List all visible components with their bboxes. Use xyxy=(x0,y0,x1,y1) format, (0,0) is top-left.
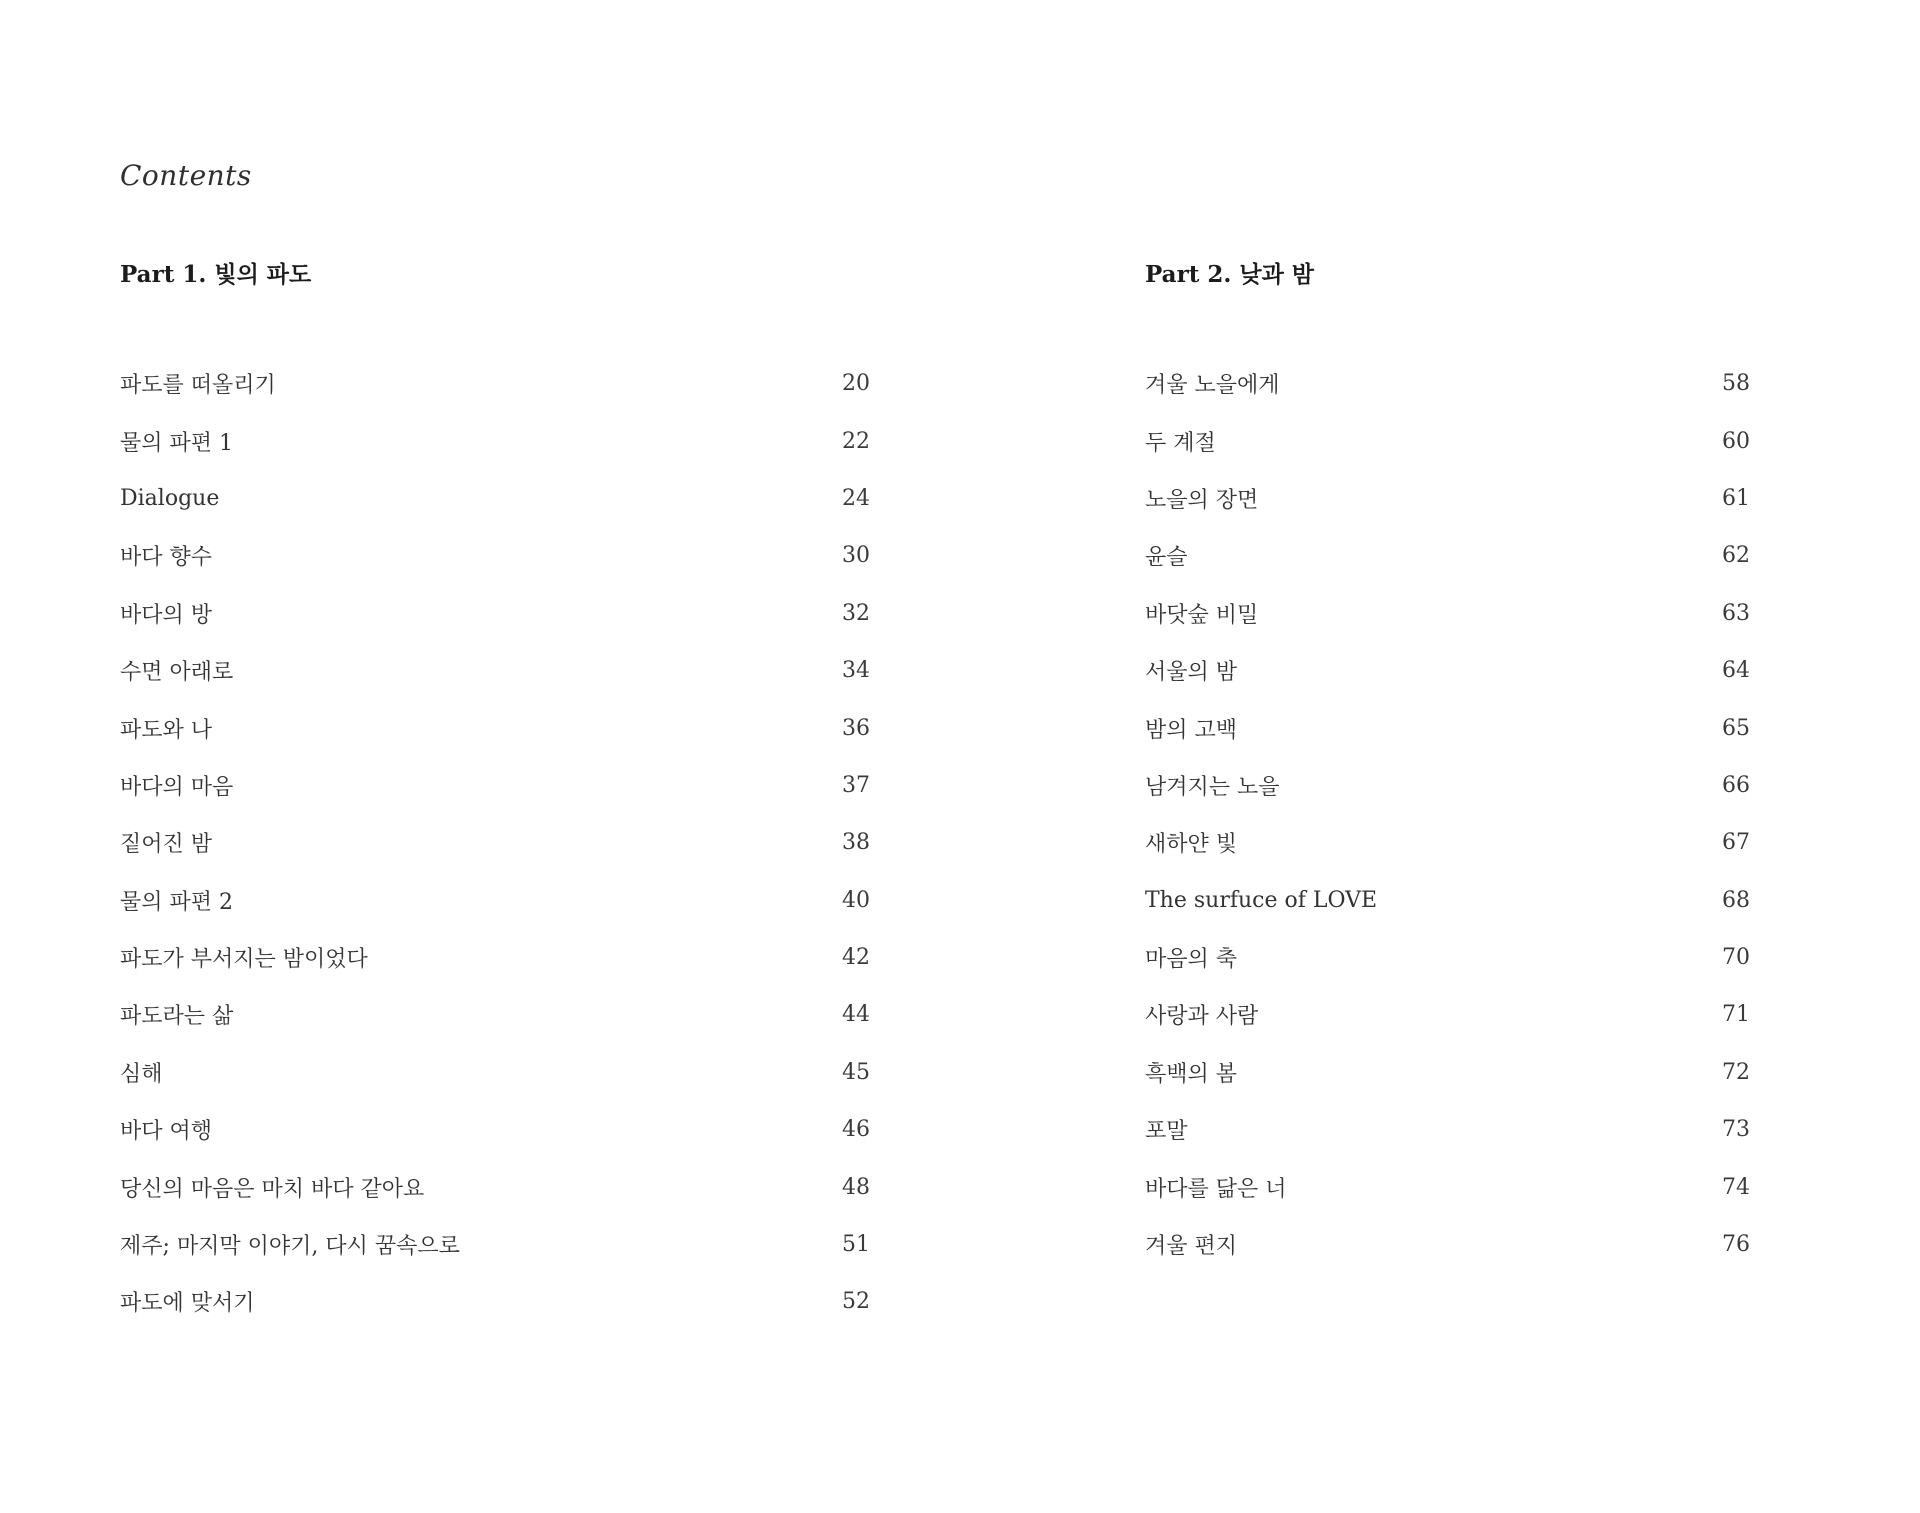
toc-entry-page-number: 38 xyxy=(842,830,870,856)
toc-entry-title: 바닷숲 비밀 xyxy=(1145,602,1259,628)
toc-entry xyxy=(1145,527,1750,584)
toc-entry xyxy=(120,470,870,527)
toc-entry-title: 새하얀 빛 xyxy=(1145,832,1238,858)
toc-entry-title: 짙어진 밤 xyxy=(120,832,213,858)
toc-entry-page-number: 71 xyxy=(1722,1002,1750,1028)
toc-entry xyxy=(1145,757,1750,814)
toc-entry-title: 겨울 노을에게 xyxy=(1145,373,1280,399)
toc-entry-page-number: 52 xyxy=(842,1289,870,1315)
part-2-heading: Part 2. 낮과 밤 xyxy=(1145,261,1315,288)
toc-entry-title: 파도라는 삶 xyxy=(120,1004,234,1030)
toc-entry-page-number: 58 xyxy=(1722,371,1750,397)
toc-entry-page-number: 60 xyxy=(1722,428,1750,454)
part-1-section xyxy=(120,255,870,1317)
toc-entry-page-number: 36 xyxy=(842,715,870,741)
toc-entry-page-number: 22 xyxy=(842,428,870,454)
toc-entry-page-number: 40 xyxy=(842,887,870,913)
toc-entry-title: 서울의 밤 xyxy=(1145,660,1238,686)
toc-entry-page-number: 65 xyxy=(1722,715,1750,741)
toc-entry-page-number: 61 xyxy=(1722,485,1750,511)
part-1-heading: Part 1. 빛의 파도 xyxy=(120,261,312,288)
toc-entry xyxy=(120,699,870,756)
toc-entry xyxy=(1145,1101,1750,1158)
toc-entry xyxy=(1145,929,1750,986)
toc-entry-page-number: 74 xyxy=(1722,1174,1750,1200)
toc-entry-title: 밤의 고백 xyxy=(1145,717,1238,743)
toc-entry-page-number: 72 xyxy=(1722,1059,1750,1085)
toc-entry xyxy=(120,757,870,814)
toc-entry-title: 물의 파편 2 xyxy=(120,889,233,915)
page-title: Contents xyxy=(120,158,252,192)
toc-entry-page-number: 64 xyxy=(1722,658,1750,684)
toc-entry xyxy=(120,527,870,584)
toc-entry-page-number: 63 xyxy=(1722,600,1750,626)
toc-entry-page-number: 67 xyxy=(1722,830,1750,856)
toc-entry-page-number: 70 xyxy=(1722,945,1750,971)
toc-entry-title: 노을의 장면 xyxy=(1145,487,1259,513)
part-1-toc-list xyxy=(120,355,870,1331)
toc-entry xyxy=(120,1101,870,1158)
toc-entry-title: 파도와 나 xyxy=(120,717,213,743)
toc-entry-title: 바다를 닮은 너 xyxy=(1145,1176,1287,1202)
toc-entry xyxy=(1145,1216,1750,1273)
toc-entry-title: 제주; 마지막 이야기, 다시 꿈속으로 xyxy=(120,1234,460,1260)
toc-entry-title: 파도에 맞서기 xyxy=(120,1291,255,1317)
toc-entry xyxy=(1145,412,1750,469)
toc-entry xyxy=(120,986,870,1043)
toc-entry xyxy=(1145,986,1750,1043)
toc-entry-title: Dialogue xyxy=(120,485,220,511)
toc-entry-page-number: 76 xyxy=(1722,1232,1750,1258)
toc-entry-title: 물의 파편 1 xyxy=(120,430,233,456)
toc-entry-title: 바다의 마음 xyxy=(120,774,234,800)
toc-entry-page-number: 51 xyxy=(842,1232,870,1258)
toc-entry-page-number: 62 xyxy=(1722,543,1750,569)
toc-entry-title: 당신의 마음은 마치 바다 같아요 xyxy=(120,1176,425,1202)
toc-entry-page-number: 66 xyxy=(1722,772,1750,798)
toc-entry xyxy=(120,1273,870,1330)
toc-entry xyxy=(1145,1158,1750,1215)
toc-entry xyxy=(120,872,870,929)
toc-entry xyxy=(120,929,870,986)
toc-entry-title: 윤슬 xyxy=(1145,545,1188,571)
toc-entry-title: 심해 xyxy=(120,1061,163,1087)
toc-entry-title: 흑백의 봄 xyxy=(1145,1061,1238,1087)
toc-entry-page-number: 46 xyxy=(842,1117,870,1143)
toc-entry xyxy=(1145,585,1750,642)
toc-entry xyxy=(120,1158,870,1215)
toc-entry-title: 바다의 방 xyxy=(120,602,213,628)
toc-entry-title: 겨울 편지 xyxy=(1145,1234,1238,1260)
toc-entry xyxy=(120,814,870,871)
toc-entry-page-number: 32 xyxy=(842,600,870,626)
toc-entry xyxy=(120,1044,870,1101)
toc-entry xyxy=(120,355,870,412)
toc-entry-title: The surfuce of LOVE xyxy=(1145,887,1378,913)
toc-entry-title: 포말 xyxy=(1145,1119,1188,1145)
part-2-section xyxy=(1145,255,1750,1260)
toc-entry-page-number: 37 xyxy=(842,772,870,798)
toc-entry-page-number: 48 xyxy=(842,1174,870,1200)
toc-entry-title: 남겨지는 노을 xyxy=(1145,774,1280,800)
toc-entry-title: 두 계절 xyxy=(1145,430,1216,456)
toc-entry-page-number: 20 xyxy=(842,371,870,397)
toc-entry-page-number: 68 xyxy=(1722,887,1750,913)
toc-entry-page-number: 34 xyxy=(842,658,870,684)
toc-entry-page-number: 45 xyxy=(842,1059,870,1085)
toc-entry-title: 바다 여행 xyxy=(120,1119,213,1145)
toc-entry-page-number: 73 xyxy=(1722,1117,1750,1143)
toc-entry xyxy=(1145,642,1750,699)
toc-entry-page-number: 44 xyxy=(842,1002,870,1028)
toc-entry xyxy=(1145,355,1750,412)
part-2-toc-list xyxy=(1145,355,1750,1273)
toc-entry xyxy=(120,585,870,642)
toc-entry xyxy=(1145,872,1750,929)
toc-entry-title: 파도가 부서지는 밤이었다 xyxy=(120,947,368,973)
toc-entry-page-number: 24 xyxy=(842,485,870,511)
toc-entry xyxy=(1145,1044,1750,1101)
toc-entry xyxy=(1145,814,1750,871)
toc-entry-title: 사랑과 사람 xyxy=(1145,1004,1259,1030)
toc-entry-title: 파도를 떠올리기 xyxy=(120,373,276,399)
toc-entry xyxy=(1145,699,1750,756)
toc-entry xyxy=(1145,470,1750,527)
toc-entry-title: 마음의 축 xyxy=(1145,947,1238,973)
toc-entry-page-number: 30 xyxy=(842,543,870,569)
toc-entry xyxy=(120,642,870,699)
toc-entry-title: 바다 향수 xyxy=(120,545,213,571)
toc-entry-title: 수면 아래로 xyxy=(120,660,234,686)
toc-entry-page-number: 42 xyxy=(842,945,870,971)
toc-entry xyxy=(120,412,870,469)
toc-entry xyxy=(120,1216,870,1273)
